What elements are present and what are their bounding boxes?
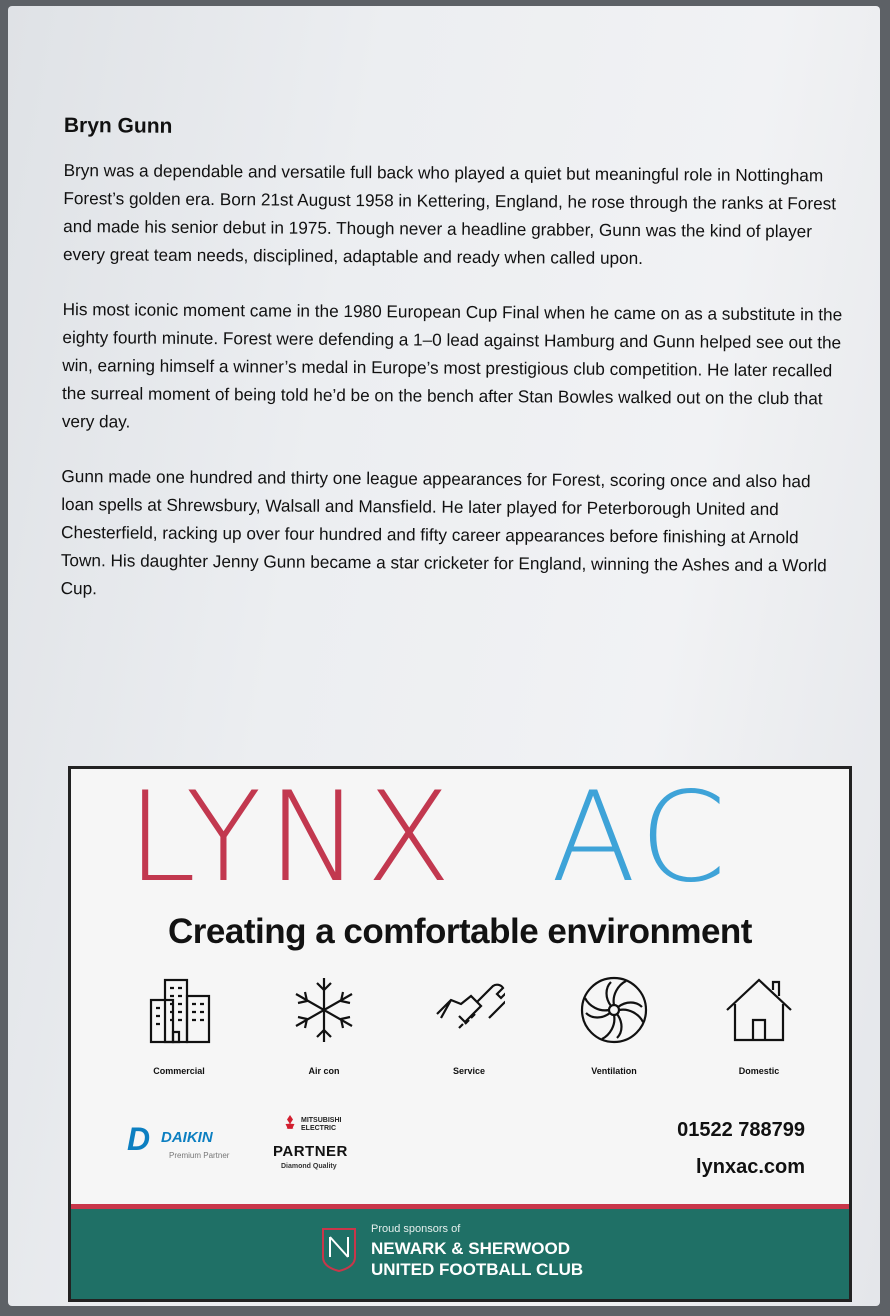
programme-page <box>8 6 880 1306</box>
building-icon <box>143 974 215 1046</box>
daikin-logo <box>127 1121 257 1166</box>
sponsor-band <box>71 1204 849 1299</box>
service-service <box>399 974 539 1084</box>
daikin-name: DAIKIN <box>161 1129 213 1146</box>
article-title: Bryn Gunn <box>63 114 173 138</box>
three-diamonds-icon <box>281 1115 299 1133</box>
sponsor-intro: Proud sponsors of <box>371 1223 461 1235</box>
mitsubishi-maker: MITSUBISHI ELECTRIC <box>301 1117 342 1132</box>
article <box>56 114 850 635</box>
service-commercial <box>109 974 249 1084</box>
club-name-line2: UNITED FOOTBALL CLUB <box>371 1260 584 1279</box>
phone-number: 01522 788799 <box>677 1119 805 1141</box>
article-paragraph: Gunn made one hundred and thirty one league appearances for Forest, scoring once and also had loan spells at Shrewsbury, Walsall and Mansfield. He later played for Peterborough United and Chesterfield, racking up over four hundred and fifty career appearances before finishing at Arnold Town. His daughter Jenny Gunn became a star cricketer for England, winning the Ashes and a World Cup. <box>60 466 827 599</box>
lynx-ac-advert <box>68 766 852 1302</box>
snowflake-icon <box>288 974 360 1046</box>
club-crest-icon <box>321 1227 357 1273</box>
service-domestic <box>689 974 829 1084</box>
fan-icon <box>578 974 650 1046</box>
ad-tagline: Creating a comfortable environment <box>168 912 752 951</box>
article-paragraph: His most iconic moment came in the 1980 European Cup Final when he came on as a substitute in the eighty fourth minute. Forest were defending a 1–0 lead against Hamburg and Gunn helped see out the win, earning himself a winner’s medal in Europe’s most prestigious club competition. He later recalled the surreal moment of being told he’d be on the bench after Stan Bowles walked out on the club that very day. <box>61 299 843 432</box>
daikin-sub: Premium Partner <box>169 1151 230 1160</box>
house-icon <box>723 974 795 1046</box>
service-aircon <box>254 974 394 1084</box>
club-name-line1: NEWARK & SHERWOOD <box>371 1239 570 1258</box>
brand-ac: AC <box>551 766 733 910</box>
service-label: Domestic <box>738 1066 780 1076</box>
brand-lynx: LYNX <box>127 766 458 910</box>
article-paragraph: Bryn was a dependable and versatile full back who played a quiet but meaningful role in Nottingham Forest’s golden era. Born 21st August 1958 in Kettering, England, he rose through the ranks at Forest and made his senior debut in 1975. Though never a headline grabber, Gunn was the kind of player every great team needs, disciplined, adaptable and ready when called upon. <box>62 160 837 269</box>
service-label: Air con <box>308 1066 340 1076</box>
mitsubishi-sub: Diamond Quality <box>281 1163 337 1170</box>
services-row <box>109 974 829 1084</box>
handshake-wrench-icon <box>433 974 505 1046</box>
service-label: Ventilation <box>591 1066 637 1076</box>
service-ventilation <box>544 974 684 1084</box>
service-label: Service <box>452 1066 486 1076</box>
mitsubishi-partner-logo <box>273 1113 363 1183</box>
service-label: Commercial <box>153 1066 205 1076</box>
daikin-d-icon: D <box>127 1121 151 1157</box>
mitsubishi-partner: PARTNER <box>273 1143 348 1160</box>
website: lynxac.com <box>696 1156 805 1178</box>
